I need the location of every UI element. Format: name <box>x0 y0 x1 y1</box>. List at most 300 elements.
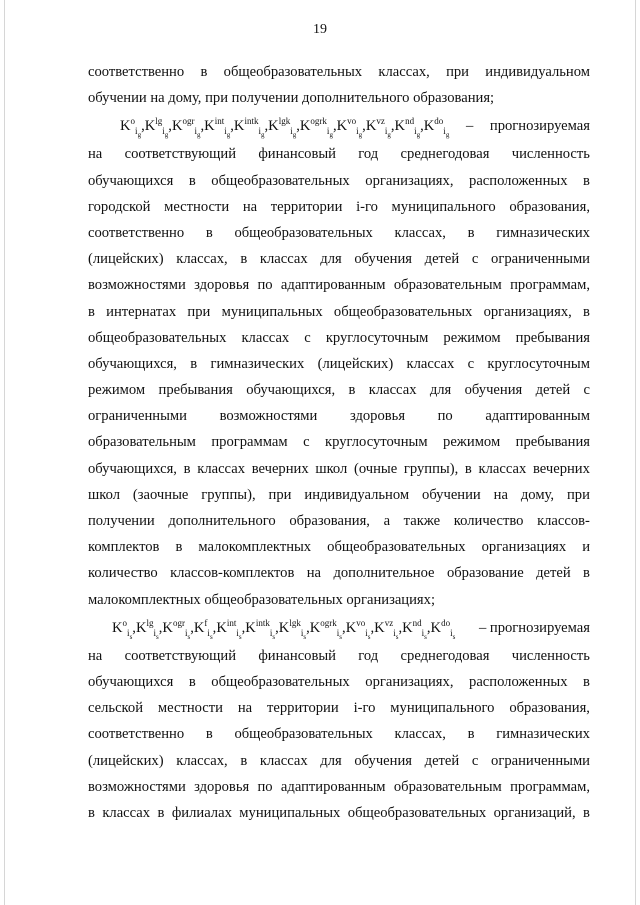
word: в <box>240 251 248 268</box>
separator: , <box>132 619 136 636</box>
subscript-index: i <box>443 126 446 137</box>
word: в <box>200 64 208 80</box>
symbol-superscript: ogrk <box>320 617 337 628</box>
word: режимом <box>443 434 501 451</box>
word: классах <box>197 460 245 477</box>
word: соответственно <box>88 64 185 80</box>
subscript-index: i <box>365 627 368 638</box>
word: адаптированным <box>280 778 386 795</box>
separator: , <box>200 118 205 135</box>
text-line <box>88 59 590 85</box>
word: год <box>358 647 379 664</box>
word: муниципальных <box>239 804 341 821</box>
word: финансовый <box>258 146 336 163</box>
symbol-superscript: lgk <box>289 617 301 628</box>
text-line <box>88 141 590 167</box>
symbol-base: K <box>204 118 215 135</box>
coefficient-symbol <box>424 111 450 141</box>
word: территории <box>270 198 343 215</box>
word: пребывания <box>158 382 233 399</box>
word: в <box>183 460 191 477</box>
text-line <box>88 643 590 669</box>
word: с <box>471 752 479 769</box>
word: программам, <box>510 778 590 795</box>
subscript-area: g <box>226 131 231 140</box>
symbol-superscript: vz <box>376 116 385 127</box>
word: индивидуальном <box>304 486 410 503</box>
word: образовательным <box>393 277 502 294</box>
separator: , <box>420 118 424 135</box>
word: расположенных <box>469 673 568 690</box>
subscript-area: s <box>424 632 427 641</box>
word: вечерних <box>532 460 590 477</box>
word: муниципальных <box>221 303 323 320</box>
word: детей <box>424 251 460 268</box>
symbol-superscript: lg <box>146 617 154 628</box>
word: расположенных <box>469 172 568 189</box>
word: режимом <box>443 329 501 346</box>
subscript-index: i <box>269 627 273 638</box>
word: а <box>383 513 391 529</box>
subscript-area: g <box>292 131 297 140</box>
symbol-superscript: lgk <box>278 116 291 127</box>
symbol-base: K <box>268 118 279 135</box>
symbol-superscript: intk <box>244 116 259 127</box>
word: образовательным <box>88 434 196 451</box>
word: в <box>190 355 198 372</box>
symbol-base: K <box>233 118 245 135</box>
text-line <box>88 534 590 560</box>
subscript-index: i <box>450 627 453 638</box>
coefficient-symbol <box>245 613 275 643</box>
word: соответствующий <box>124 647 237 664</box>
word: обучающихся, <box>88 355 177 372</box>
word: возможностями <box>219 408 318 425</box>
word: общеобразовательных <box>223 64 363 80</box>
word: организациях <box>481 539 567 556</box>
word: ограниченными <box>491 251 590 268</box>
symbol-superscript: ogr <box>172 617 185 628</box>
subscript-index: i <box>384 126 388 137</box>
word: сельской <box>88 700 144 717</box>
coefficient-symbol <box>366 111 391 141</box>
word: в <box>583 804 590 821</box>
word: классов- <box>537 513 590 529</box>
word: в <box>188 172 196 189</box>
coefficient-symbol <box>374 613 398 643</box>
word: гимназических <box>210 355 305 372</box>
symbol-superscript: int <box>226 617 237 628</box>
separator: , <box>426 619 431 636</box>
word: (заочные <box>132 486 189 503</box>
coefficient-symbol <box>395 111 421 141</box>
symbol-superscript: o <box>122 617 128 628</box>
word: среднегодовая <box>400 146 490 163</box>
word: круглосуточным <box>487 355 590 372</box>
word: классах, <box>176 251 228 268</box>
text-line <box>88 482 590 508</box>
subscript-area: s <box>209 632 213 641</box>
coefficient-symbol <box>136 613 159 643</box>
subscript-index: i <box>356 126 359 137</box>
symbol-base: K <box>245 619 256 636</box>
word: ограниченными <box>88 408 187 425</box>
text-line <box>88 800 590 826</box>
formula-urban-symbols <box>120 111 449 141</box>
separator: , <box>168 118 172 135</box>
text-line <box>88 456 590 482</box>
word: обучения <box>354 752 412 769</box>
symbol-base: K <box>299 118 311 135</box>
word: в <box>88 804 95 821</box>
word: здоровья <box>194 277 250 294</box>
subscript-area: s <box>395 632 399 641</box>
word: детей <box>424 752 460 769</box>
word: адаптированным <box>485 408 590 425</box>
symbol-base: K <box>193 619 205 636</box>
subscript-area: s <box>303 632 307 641</box>
word: возможностями <box>88 277 186 294</box>
subscript-area: g <box>329 131 333 140</box>
word: школ <box>315 460 348 477</box>
subscript-index: i <box>135 126 138 137</box>
word: образования, <box>289 513 370 529</box>
text-line <box>88 351 590 377</box>
coefficient-symbol <box>162 613 190 643</box>
symbol-superscript: do <box>434 116 444 127</box>
separator: , <box>370 619 375 636</box>
symbol-base: K <box>402 619 413 636</box>
coefficient-symbol <box>216 613 241 643</box>
word: соответственно <box>88 726 185 743</box>
coefficient-symbol <box>234 111 265 141</box>
word: комплектов <box>88 539 160 556</box>
word: в <box>467 224 475 241</box>
text-line <box>88 669 590 695</box>
symbol-superscript: int <box>214 116 225 127</box>
symbol-base: K <box>309 619 321 636</box>
word: дополнительного <box>168 513 276 529</box>
symbol-base: K <box>423 118 435 135</box>
word: для <box>320 251 342 268</box>
word: режимом <box>88 382 146 399</box>
word: получении <box>88 513 155 529</box>
word: общеобразовательных <box>234 726 373 743</box>
subscript-index: i <box>326 126 330 137</box>
subscript-area: s <box>187 632 191 641</box>
subscript-area: s <box>339 632 343 641</box>
symbol-superscript: do <box>441 617 451 628</box>
word: среднегодовая <box>400 647 490 664</box>
text-line <box>88 560 590 586</box>
word: в <box>583 673 590 690</box>
word: классах <box>368 382 417 399</box>
formula-rural-symbols <box>112 613 455 643</box>
word: классах <box>259 752 308 769</box>
subscript-area: g <box>137 131 142 140</box>
word: образования, <box>509 700 590 717</box>
word: на <box>88 146 103 163</box>
word: программам, <box>510 277 590 294</box>
word: детей <box>536 565 571 582</box>
word: соответственно <box>88 224 185 241</box>
word: классах <box>259 251 308 268</box>
coefficient-symbol <box>172 111 201 141</box>
word: пребывания <box>515 434 590 451</box>
word: местности <box>157 700 223 717</box>
word: численность <box>511 146 590 163</box>
word: в <box>583 565 590 582</box>
word: в <box>157 804 165 821</box>
symbol-base: K <box>216 619 227 636</box>
subscript-area: s <box>156 632 159 641</box>
symbol-superscript: ogrk <box>310 116 327 127</box>
word: классах <box>478 460 527 477</box>
separator: , <box>390 118 395 135</box>
symbol-base: K <box>278 619 290 636</box>
word: в <box>240 752 248 769</box>
subscript-area: s <box>272 632 276 641</box>
symbol-base: K <box>345 619 357 636</box>
word: классах, <box>378 64 430 80</box>
coefficient-symbol <box>337 111 363 141</box>
text-line <box>88 299 590 325</box>
word: на <box>88 647 103 664</box>
separator: , <box>141 118 145 135</box>
word: круглосуточным <box>325 329 429 346</box>
word: обучении <box>422 486 481 503</box>
word: филиалах <box>171 804 232 821</box>
word: численность <box>511 647 590 664</box>
word: i-го <box>356 198 378 215</box>
subscript-area: s <box>238 632 242 641</box>
coefficient-symbol <box>431 613 456 643</box>
word: муниципального <box>390 700 495 717</box>
text-line <box>88 429 590 455</box>
symbol-base: K <box>336 118 348 135</box>
word: малокомплектных <box>198 539 312 556</box>
symbol-superscript: intk <box>255 617 270 628</box>
word: классах, <box>394 726 446 743</box>
word: организациях, <box>365 673 454 690</box>
word: возможностями <box>88 778 186 795</box>
word: с <box>471 251 479 268</box>
coefficient-symbol <box>120 111 141 141</box>
subscript-index: i <box>336 627 340 638</box>
word: и <box>582 539 590 556</box>
symbol-base: K <box>394 118 406 135</box>
subscript-index: i <box>162 126 165 137</box>
subscript-index: i <box>414 126 417 137</box>
word: обучения <box>464 382 523 399</box>
word: с <box>583 382 590 399</box>
word: общеобразовательных <box>88 329 227 346</box>
symbol-base: K <box>365 118 377 135</box>
formula-rural-tail: прогнозируемая <box>489 619 590 636</box>
symbol-superscript: o <box>130 116 136 127</box>
separator: , <box>398 619 403 636</box>
word: на <box>493 486 508 503</box>
word: организаций, <box>493 804 576 821</box>
subscript-area: g <box>358 131 363 140</box>
word: при <box>446 64 469 80</box>
word: группы), <box>403 460 459 477</box>
subscript-area: g <box>164 131 169 140</box>
word: классах <box>102 804 151 821</box>
coefficient-symbol <box>279 613 306 643</box>
word: количество <box>453 513 524 529</box>
document-body <box>88 59 590 826</box>
word: детей <box>535 382 571 399</box>
subscript-area: g <box>197 131 201 140</box>
text-line <box>88 272 590 298</box>
coefficient-symbol <box>145 111 169 141</box>
symbol-base: K <box>144 118 156 135</box>
word: обучающихся <box>88 673 174 690</box>
coefficient-symbol <box>346 613 371 643</box>
word: школ <box>88 486 120 503</box>
subscript-area: s <box>452 632 456 641</box>
word: городской <box>88 198 151 215</box>
text-line <box>88 774 590 800</box>
word: по <box>437 408 453 425</box>
word: общеобразовательных <box>327 539 466 556</box>
text-line <box>88 168 590 194</box>
word: дополнительное <box>333 565 435 582</box>
word: также <box>403 513 441 529</box>
word: классах, <box>176 752 228 769</box>
subscript-index: i <box>393 627 396 638</box>
subscript-area: g <box>387 131 391 140</box>
word: дому, <box>520 486 555 503</box>
word: образования, <box>509 198 590 215</box>
word: общеобразовательных <box>234 224 373 241</box>
word: местности <box>164 198 230 215</box>
word: с <box>467 355 475 372</box>
word: i-го <box>353 700 376 717</box>
scan-edge-left <box>4 0 5 905</box>
word: для <box>429 382 452 399</box>
word: в <box>348 382 356 399</box>
separator: , <box>212 619 217 636</box>
word: в <box>467 726 475 743</box>
word: обучающихся, <box>88 460 177 477</box>
paragraph-block-a <box>88 59 590 111</box>
text-line <box>88 377 590 403</box>
coefficient-symbol <box>300 111 333 141</box>
symbol-base: K <box>112 619 123 636</box>
text-line <box>88 246 590 272</box>
text-line <box>88 194 590 220</box>
word: программам <box>211 434 288 451</box>
word: при <box>187 303 211 320</box>
separator: , <box>342 619 346 636</box>
symbol-superscript: lg <box>155 116 163 127</box>
subscript-index: i <box>207 627 210 638</box>
text-line <box>88 325 590 351</box>
word: (лицейских) <box>88 752 164 769</box>
word: (очные <box>354 460 398 477</box>
separator: , <box>306 619 310 636</box>
word: общеобразовательных <box>347 804 487 821</box>
word: в <box>88 303 95 320</box>
symbol-superscript: f <box>204 617 208 628</box>
subscript-area: s <box>129 632 133 641</box>
formula-rural-dash: – <box>478 619 487 636</box>
subscript-area: g <box>416 131 421 140</box>
separator: , <box>275 619 279 636</box>
separator: , <box>241 619 246 636</box>
word: в <box>175 539 183 556</box>
word: классах <box>406 355 455 372</box>
separator: , <box>158 619 163 636</box>
symbol-subscript <box>450 627 456 641</box>
word: с <box>303 434 310 451</box>
separator: , <box>230 118 234 135</box>
subscript-index: i <box>290 126 293 137</box>
coefficient-symbol <box>402 613 427 643</box>
word: (лицейских) <box>88 251 164 268</box>
word: соответствующий <box>124 146 237 163</box>
word: группы), <box>201 486 256 503</box>
subscript-area: s <box>367 632 371 641</box>
word: (лицейских) <box>317 355 394 372</box>
separator: , <box>296 118 300 135</box>
word: общеобразовательных <box>211 673 350 690</box>
word: в <box>205 726 213 743</box>
coefficient-symbol <box>194 613 213 643</box>
word: общеобразовательных <box>333 303 473 320</box>
subscript-index: i <box>224 126 227 137</box>
subscript-index: i <box>153 627 157 638</box>
subscript-index: i <box>194 126 198 137</box>
word: муниципального <box>391 198 496 215</box>
word: индивидуальном <box>485 64 590 80</box>
text-line <box>88 721 590 747</box>
word: пребывания <box>515 329 590 346</box>
word: гимназических <box>496 726 590 743</box>
separator: , <box>264 118 269 135</box>
text-line <box>88 220 590 246</box>
coefficient-symbol <box>112 613 132 643</box>
subscript-area: g <box>445 131 450 140</box>
text-line <box>88 403 590 429</box>
symbol-subscript <box>443 126 450 140</box>
word: год <box>358 146 379 163</box>
symbol-base: K <box>135 619 147 636</box>
symbol-superscript: ogr <box>182 116 195 127</box>
formula-urban <box>88 111 590 141</box>
paragraph-block-c <box>88 643 590 826</box>
text-line <box>88 695 590 721</box>
separator: , <box>362 118 366 135</box>
symbol-base: K <box>162 619 173 636</box>
word: образовательным <box>393 778 502 795</box>
word: в <box>188 673 196 690</box>
word: в <box>583 172 590 189</box>
symbol-base: K <box>430 619 442 636</box>
formula-urban-dash: – <box>465 118 474 135</box>
word: количество <box>88 565 158 582</box>
subscript-index: i <box>236 627 239 638</box>
subscript-index: i <box>127 627 130 638</box>
word: в <box>464 460 472 477</box>
word: адаптированным <box>280 277 386 294</box>
subscript-index: i <box>184 627 188 638</box>
formula-urban-tail: прогнозируемая <box>489 118 590 135</box>
word: в <box>583 303 590 320</box>
word: обучения <box>354 251 412 268</box>
